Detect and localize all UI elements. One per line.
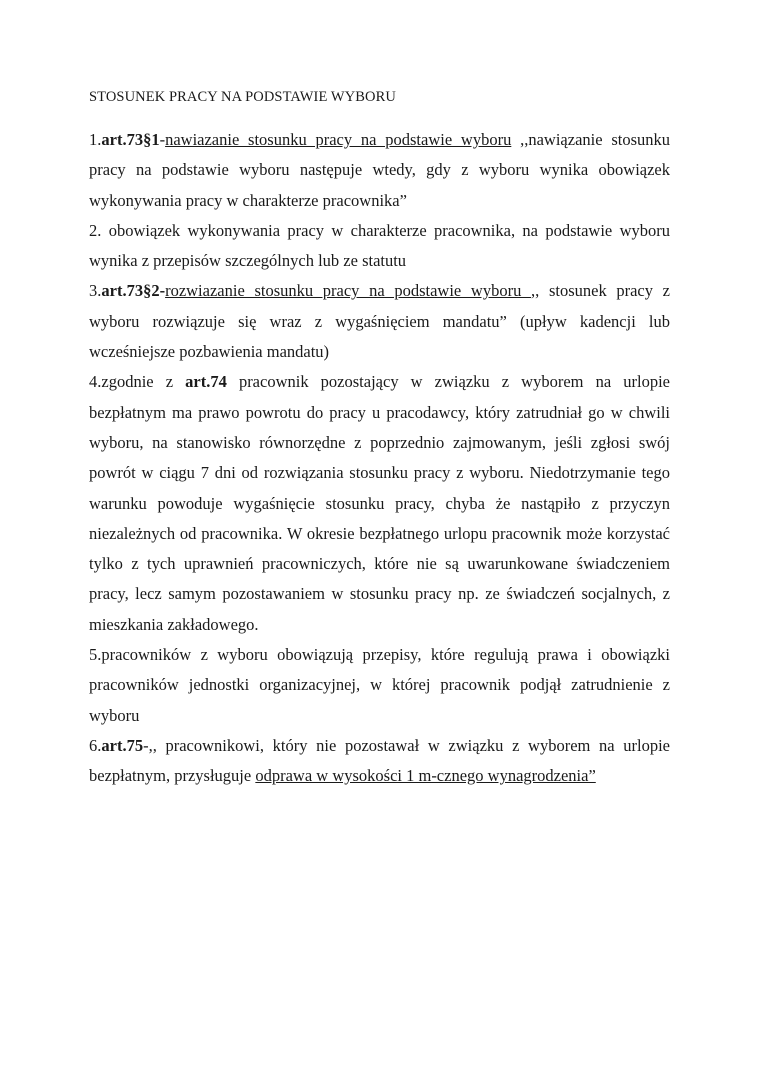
p2-text: 2. obowiązek wykonywania pracy w charakterze pracownika, na podstawie wyboru wynika z przepisów szczególnych lub ze statutu [89, 220, 670, 271]
p6-article-ref: art.75 [101, 735, 144, 755]
paragraph-3 [89, 276, 670, 367]
paragraph-2 [89, 216, 670, 277]
p4-text: pracownik pozostający w związku z wyborem na urlopie bezpłatnym ma prawo powrotu do pracy u pracodawcy, który zatrudniał go w chwili wyboru, na stanowisko równorzędne z poprzednio zajmowanym, jeśli zgłosi swój powrót w ciągu 7 dni od rozwiązania stosunku pracy z wyboru. Niedotrzymanie tego warunku powoduje wygaśnięcie stosunku pracy, chyba że nastąpiło z przyczyn niezależnych od pracownika. W okresie bezpłatnego urlopu pracownik może korzystać tylko z tych uprawnień pracowniczych, które nie są uwarunkowane świadczeniem pracy, lecz samym pozostawaniem w stosunku pracy np. ze świadczeń socjalnych, z mieszkania zakładowego. [89, 372, 670, 634]
p1-text: ,,nawiązanie stosunku pracy na podstawie wyboru następuje wtedy, gdy z wyboru wynika obowiązek wykonywania pracy w charakterze pracownika” [89, 130, 670, 210]
paragraph-5 [89, 640, 670, 731]
p6-text: -,, pracownikowi, który nie pozostawał w związku z wyborem na urlopie bezpłatnym, przysługuje [89, 735, 670, 786]
p3-text: ,, stosunek pracy z wyboru rozwiązuje się wraz z wygaśnięciem mandatu” (upływ kadencji lub wcześniejsze pozbawienia mandatu) [89, 281, 670, 362]
p1-article-ref: art.73§1 [101, 130, 160, 149]
p1-dash: - [159, 130, 166, 149]
paragraph-4 [89, 367, 670, 640]
p3-article-ref: art.73§2- [101, 281, 166, 301]
p4-article-ref: art.74 [185, 372, 227, 392]
p1-number: 1. [89, 130, 102, 149]
p1-heading: nawiazanie stosunku pracy na podstawie wyboru [165, 130, 512, 149]
document-page [89, 80, 670, 792]
p6-underlined: odprawa w wysokości 1 m-cznego wynagrodzenia” [255, 766, 596, 786]
page-title: STOSUNEK PRACY NA PODSTAWIE WYBORU [89, 89, 396, 105]
p3-heading: rozwiazanie stosunku pracy na podstawie wyboru [165, 281, 532, 301]
paragraph-1 [89, 125, 670, 216]
p6-number: 6. [89, 735, 102, 755]
p3-number: 3. [89, 281, 102, 301]
p4-number: 4.zgodnie z [89, 372, 186, 392]
paragraph-6 [89, 731, 670, 792]
p5-text: 5.pracowników z wyboru obowiązują przepisy, które regulują prawa i obowiązki pracowników jednostki organizacyjnej, w której pracownik podjął zatrudnienie z wyboru [89, 645, 670, 725]
